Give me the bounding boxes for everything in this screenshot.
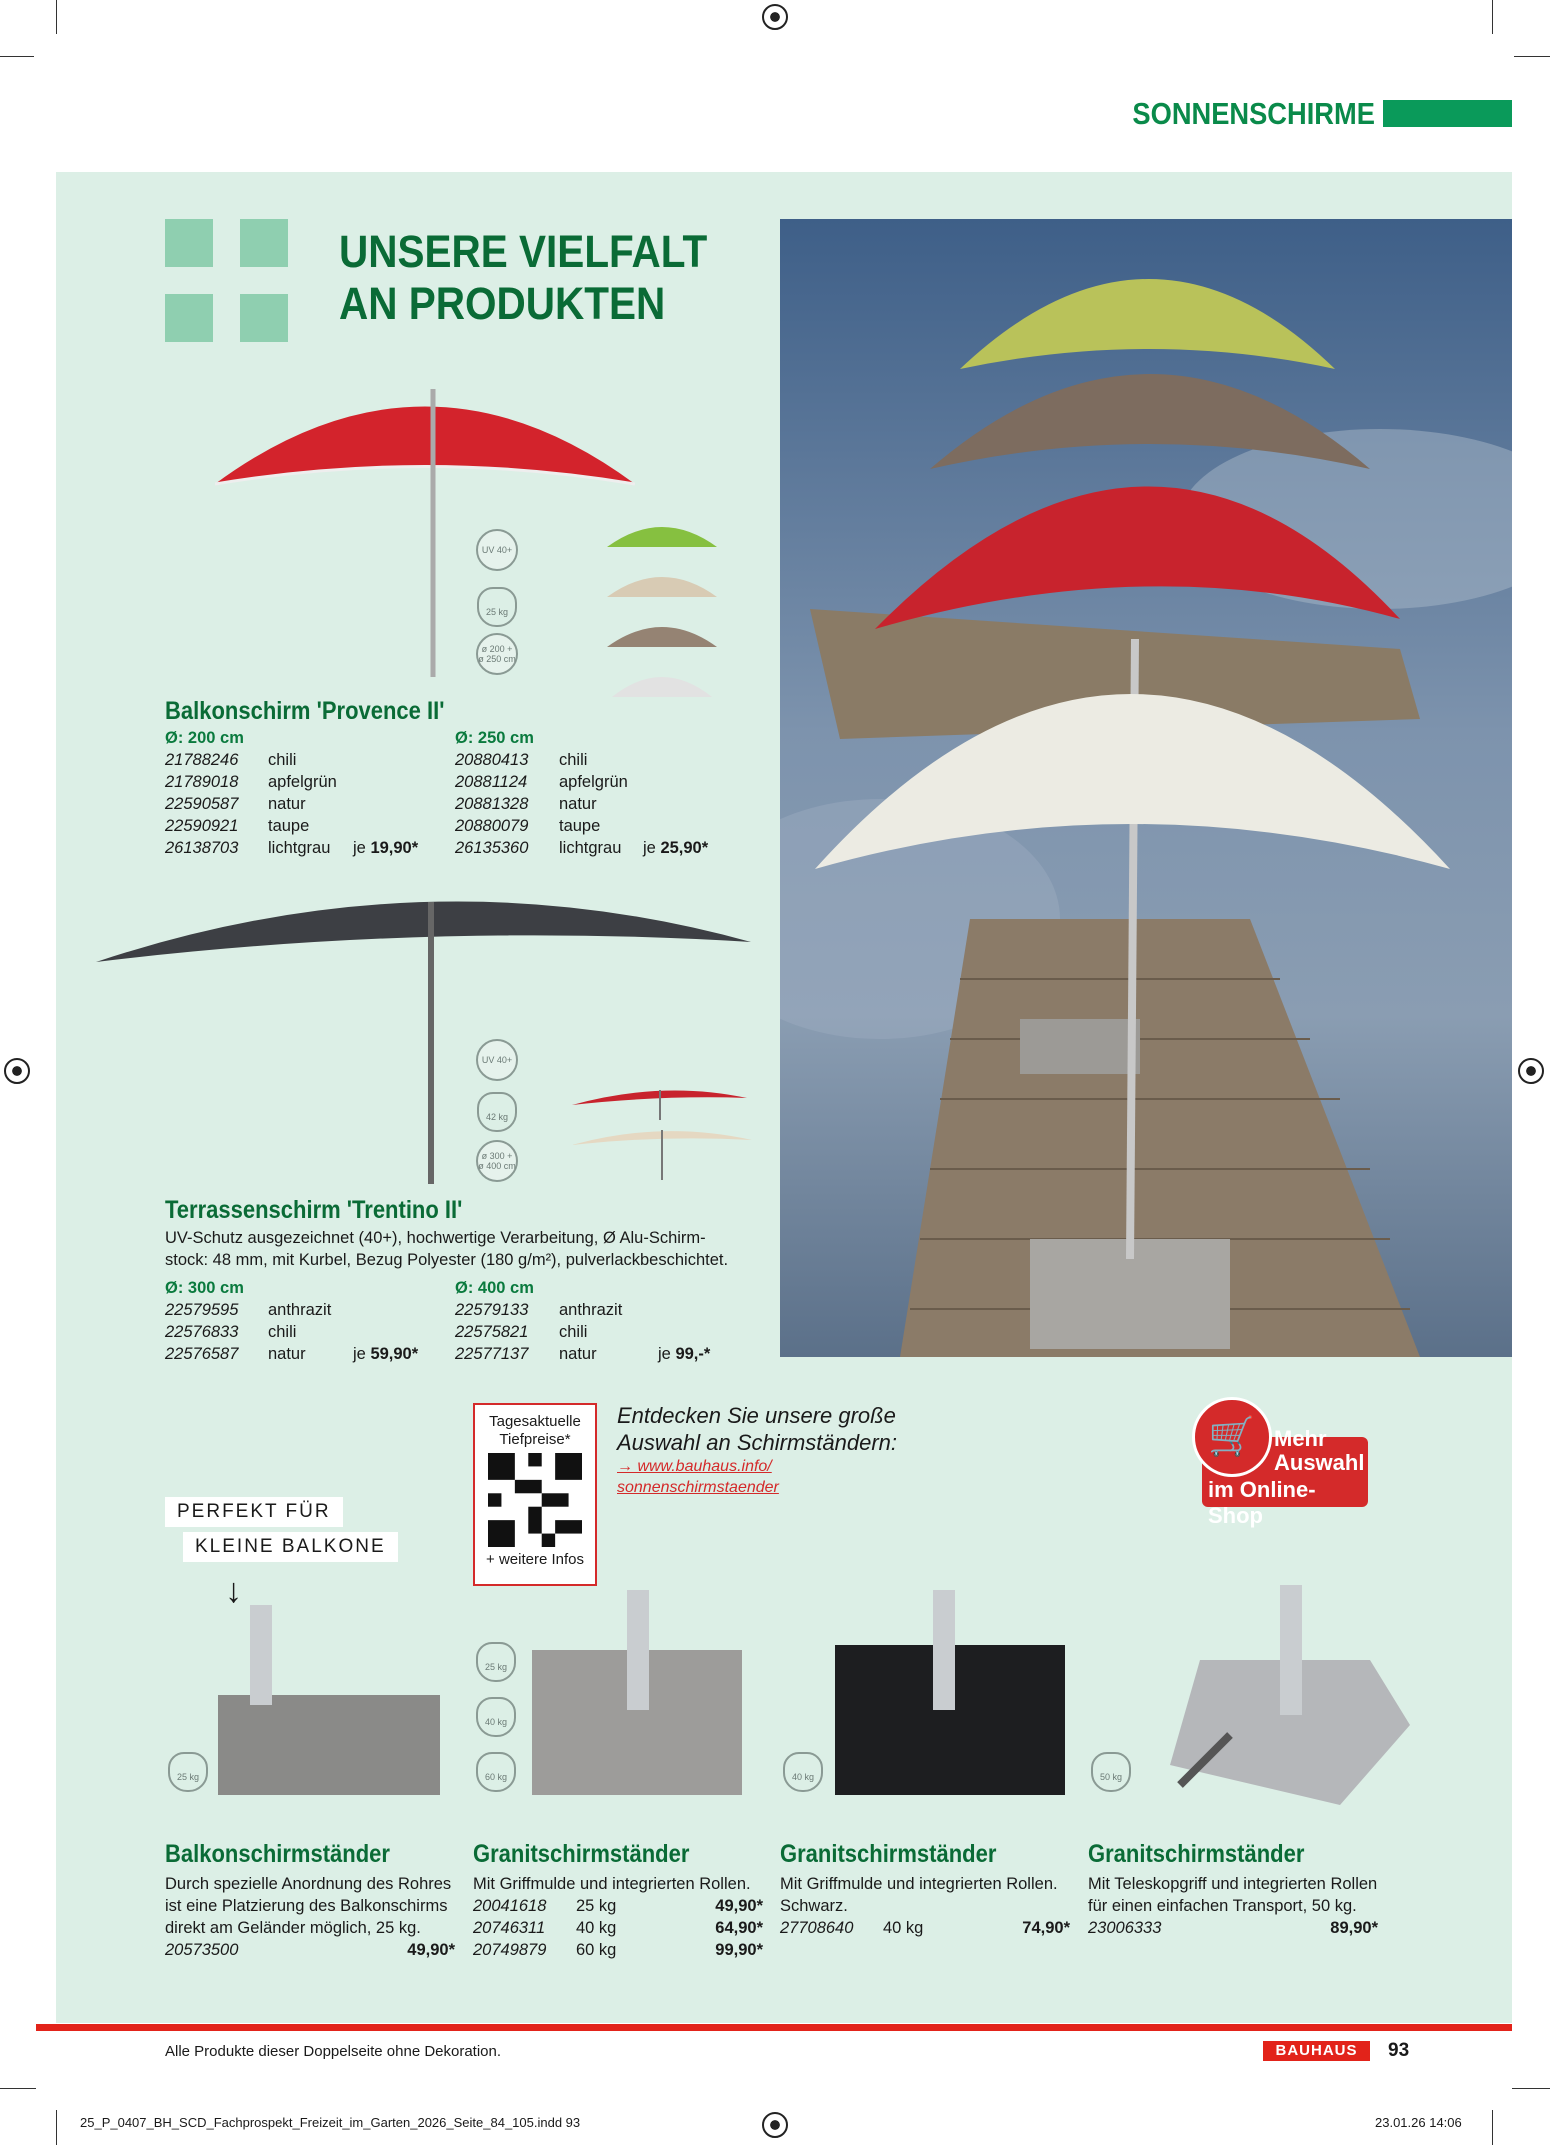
- color-name: taupe: [559, 817, 601, 835]
- price: 64,90*: [715, 1919, 763, 1937]
- crop-mark: [1492, 0, 1493, 34]
- price: je 25,90*: [643, 839, 709, 857]
- promo-text: Entdecken Sie unsere große Auswahl an Schirmständern:: [617, 1403, 898, 1455]
- price: je 19,90*: [353, 839, 419, 857]
- article-number: 20041618: [473, 1897, 547, 1915]
- decor-square: [165, 219, 213, 267]
- article-number: 20880413: [455, 751, 529, 769]
- provence-title: Balkonschirm 'Provence II': [165, 697, 445, 725]
- article-number: 21789018: [165, 773, 239, 791]
- weight: 40 kg: [576, 1919, 617, 1937]
- weight-icon: 40 kg: [476, 1697, 516, 1737]
- price-row: [473, 1939, 763, 1961]
- stand-title: Granitschirmständer: [473, 1840, 690, 1868]
- article-number: 26135360: [455, 839, 529, 857]
- footer-rule: [36, 2024, 1512, 2031]
- balcony-label: KLEINE BALKONE: [183, 1532, 398, 1562]
- crop-mark: [1514, 56, 1550, 57]
- decor-square: [240, 294, 288, 342]
- color-name: taupe: [268, 817, 310, 835]
- price: 49,90*: [407, 1941, 455, 1959]
- stand-description: ist eine Platzierung des Balkonschirms: [165, 1897, 448, 1915]
- color-name: natur: [559, 795, 597, 813]
- bauhaus-logo: BAUHAUS: [1263, 2041, 1370, 2061]
- umbrellas-on-dock-photo: [780, 219, 1512, 1357]
- stand-description: für einen einfachen Transport, 50 kg.: [1088, 1897, 1357, 1915]
- headline: UNSERE VIELFALT AN PRODUKTEN: [339, 226, 708, 329]
- color-name: chili: [559, 751, 588, 769]
- article-number: 20573500: [165, 1941, 239, 1959]
- article-number: 22590921: [165, 817, 239, 835]
- price-row: [165, 837, 765, 859]
- weight-icon: 50 kg: [1091, 1752, 1131, 1792]
- size-header: Ø: 200 cm: [165, 729, 244, 747]
- article-number: 20880079: [455, 817, 529, 835]
- weight-icon: 25 kg: [476, 1642, 516, 1682]
- telescopic-stand-image: [1140, 1585, 1420, 1825]
- price: 74,90*: [1022, 1919, 1070, 1937]
- registration-mark-icon: [762, 4, 788, 30]
- crop-mark: [56, 2110, 57, 2145]
- weight-icon: 25 kg: [477, 587, 517, 627]
- trentino-description: UV-Schutz ausgezeichnet (40+), hochwertige Verarbeitung, Ø Alu-Schirm- stock: 48 mm, mit Kurbel, Bezug Polyester (180 g/m²), pulverlackbeschichtet.: [165, 1229, 729, 1269]
- stands-link[interactable]: → www.bauhaus.info/ sonnenschirmstaender: [617, 1458, 779, 1496]
- registration-mark-icon: [4, 1058, 30, 1084]
- weight-icon: 60 kg: [476, 1752, 516, 1792]
- crop-mark: [1512, 2088, 1550, 2089]
- online-shop-badge[interactable]: 🛒 Mehr Auswahl im Online-Shop: [1192, 1397, 1368, 1507]
- price-row: [165, 1299, 765, 1321]
- stand-product: [1088, 1840, 1378, 1939]
- footer-note: Alle Produkte dieser Doppelseite ohne Dekoration.: [165, 2043, 502, 2060]
- registration-mark-icon: [762, 2112, 788, 2138]
- print-date: 23.01.26 14:06: [1375, 2115, 1462, 2130]
- crop-mark: [0, 56, 34, 57]
- article-number: 20881328: [455, 795, 529, 813]
- stand-title: Balkonschirmständer: [165, 1840, 390, 1868]
- price-row: [780, 1917, 1070, 1939]
- article-number: 22576833: [165, 1323, 239, 1341]
- trentino-title: Terrassenschirm 'Trentino II': [165, 1196, 463, 1224]
- uv-protection-icon: UV 40+: [476, 529, 518, 571]
- diameter-icon: ø 300 + ø 400 cm: [476, 1140, 518, 1182]
- black-granite-stand-image: [835, 1590, 1065, 1800]
- stand-description: Mit Griffmulde und integrierten Rollen.: [473, 1875, 751, 1893]
- price-row: [165, 749, 765, 771]
- stand-product: [165, 1840, 455, 1961]
- article-number: 22579133: [455, 1301, 529, 1319]
- article-number: 20749879: [473, 1941, 547, 1959]
- stand-title: Granitschirmständer: [780, 1840, 997, 1868]
- section-title: SONNENSCHIRME: [1132, 96, 1375, 131]
- weight: 60 kg: [576, 1941, 617, 1959]
- trentino-price-table: [165, 1277, 765, 1365]
- arrow-icon: ↓: [225, 1572, 242, 1610]
- price-row: [165, 1343, 765, 1365]
- article-number: 26138703: [165, 839, 239, 857]
- price: 49,90*: [715, 1897, 763, 1915]
- article-number: 20881124: [455, 773, 528, 791]
- article-number: 22590587: [165, 795, 239, 813]
- price-row: [165, 793, 765, 815]
- price-row: [473, 1917, 763, 1939]
- decor-square: [240, 219, 288, 267]
- stand-product: [473, 1840, 763, 1961]
- weight: 25 kg: [576, 1897, 617, 1915]
- diameter-icon: ø 200 + ø 250 cm: [476, 633, 518, 675]
- price-row: [165, 1939, 455, 1961]
- weight: 40 kg: [883, 1919, 924, 1937]
- price: 89,90*: [1330, 1919, 1378, 1937]
- price-row: [1088, 1917, 1378, 1939]
- article-number: 22579595: [165, 1301, 239, 1319]
- qr-code-icon[interactable]: [488, 1453, 582, 1547]
- crop-mark: [0, 2088, 36, 2089]
- qr-caption: Tiefpreise*: [499, 1431, 571, 1448]
- decor-square: [165, 294, 213, 342]
- balcony-label: PERFEKT FÜR: [165, 1497, 343, 1527]
- color-name: natur: [559, 1345, 597, 1363]
- print-slug: 25_P_0407_BH_SCD_Fachprospekt_Freizeit_im_Garten_2026_Seite_84_105.indd 93: [80, 2115, 581, 2130]
- stand-description: Schwarz.: [780, 1897, 848, 1915]
- qr-caption: + weitere Infos: [486, 1551, 584, 1568]
- article-number: 22576587: [165, 1345, 239, 1363]
- provence-umbrella-image: [215, 369, 635, 679]
- color-name: chili: [268, 1323, 297, 1341]
- article-number: 22575821: [455, 1323, 529, 1341]
- color-name: natur: [268, 795, 306, 813]
- qr-caption: Tagesaktuelle: [489, 1413, 581, 1430]
- price-row: [473, 1895, 763, 1917]
- color-name: apfelgrün: [268, 773, 337, 791]
- uv-protection-icon: UV 40+: [476, 1039, 518, 1081]
- color-name: chili: [559, 1323, 588, 1341]
- price: je 59,90*: [353, 1345, 419, 1363]
- provence-price-table: [165, 727, 765, 859]
- trentino-color-variants-image: [572, 1080, 752, 1185]
- price-row: [165, 815, 765, 837]
- price: je 99,-*: [658, 1345, 711, 1363]
- weight-icon: 25 kg: [168, 1752, 208, 1792]
- weight-icon: 40 kg: [783, 1752, 823, 1792]
- color-name: lichtgrau: [559, 839, 622, 857]
- color-name: chili: [268, 751, 297, 769]
- crop-mark: [56, 0, 57, 34]
- article-number: 23006333: [1088, 1919, 1162, 1937]
- section-accent-bar: [1383, 100, 1512, 127]
- article-number: 22577137: [455, 1345, 529, 1363]
- article-number: 21788246: [165, 751, 239, 769]
- color-name: anthrazit: [559, 1301, 623, 1319]
- price: 99,90*: [715, 1941, 763, 1959]
- color-name: apfelgrün: [559, 773, 628, 791]
- article-number: 27708640: [780, 1919, 854, 1937]
- qr-code-box[interactable]: [473, 1403, 597, 1586]
- balcony-stand-image: [218, 1600, 440, 1800]
- size-header: Ø: 400 cm: [455, 1279, 534, 1297]
- color-name: lichtgrau: [268, 839, 331, 857]
- provence-color-variants-image: [607, 517, 717, 707]
- stand-title: Granitschirmständer: [1088, 1840, 1305, 1868]
- stand-description: direkt am Geländer möglich, 25 kg.: [165, 1919, 421, 1937]
- stand-description: Mit Teleskopgriff und integrierten Rollen: [1088, 1875, 1378, 1893]
- weight-icon: 42 kg: [477, 1092, 517, 1132]
- color-name: natur: [268, 1345, 306, 1363]
- stand-description: Durch spezielle Anordnung des Rohres: [165, 1875, 452, 1893]
- registration-mark-icon: [1518, 1058, 1544, 1084]
- page-number: 93: [1388, 2040, 1410, 2061]
- price-row: [165, 1321, 765, 1343]
- size-header: Ø: 250 cm: [455, 729, 534, 747]
- price-row: [165, 771, 765, 793]
- stand-product: [780, 1840, 1070, 1939]
- article-number: 20746311: [473, 1919, 546, 1937]
- size-header: Ø: 300 cm: [165, 1279, 244, 1297]
- crop-mark: [1492, 2110, 1493, 2145]
- granite-stand-image: [527, 1590, 747, 1800]
- stand-description: Mit Griffmulde und integrierten Rollen.: [780, 1875, 1058, 1893]
- color-name: anthrazit: [268, 1301, 332, 1319]
- shopping-cart-icon: 🛒: [1192, 1397, 1272, 1477]
